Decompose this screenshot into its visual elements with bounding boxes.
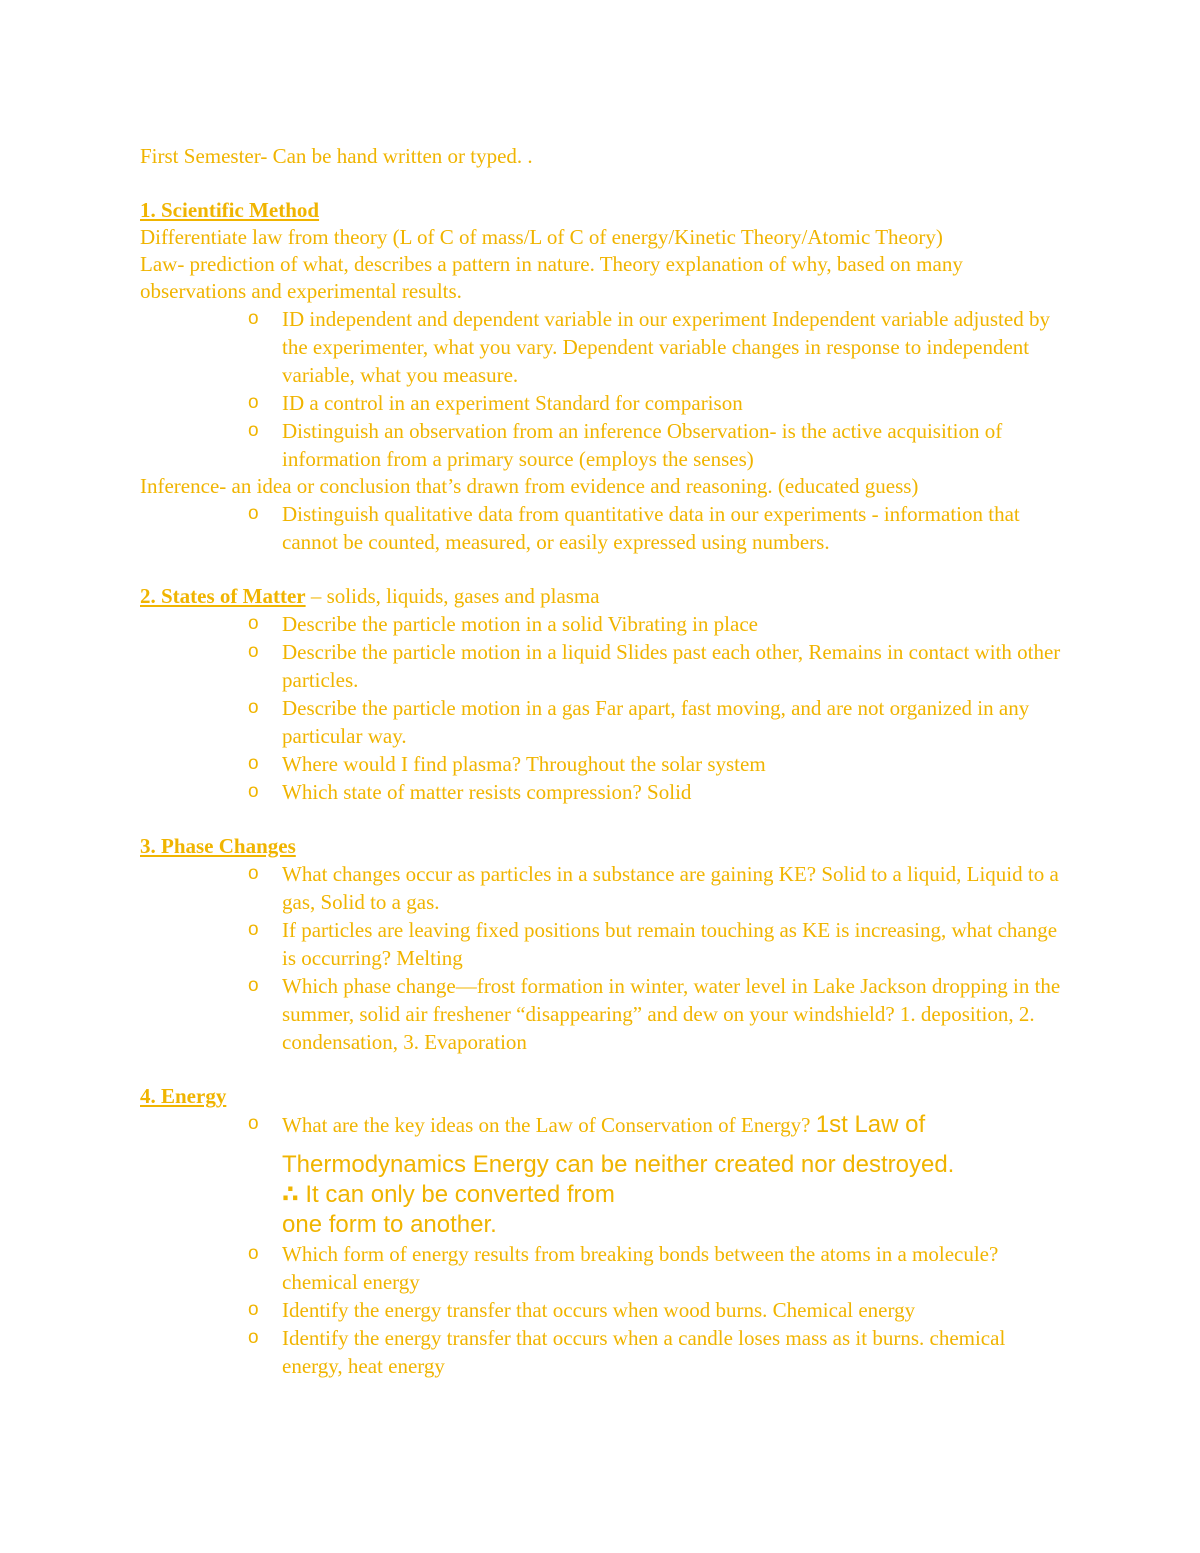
list-item xyxy=(140,1110,1070,1140)
section-heading-states-of-matter-line xyxy=(140,582,1070,610)
list-item-text: Describe the particle motion in a solid Vibrating in place xyxy=(282,612,758,636)
bullet-icon: o xyxy=(248,1327,259,1348)
paragraph-law-definition: Law- prediction of what, describes a pattern in nature. Theory explanation of why, based on many observations and experimental results. xyxy=(140,252,963,303)
bullet-list xyxy=(140,500,1070,556)
law-statement-line: one form to another. xyxy=(282,1211,497,1238)
bullet-icon: o xyxy=(248,503,259,524)
section-heading-states-of-matter: 2. States of Matter xyxy=(140,584,306,608)
law-statement-line: Thermodynamics Energy can be neither created nor destroyed. xyxy=(282,1151,955,1178)
list-item xyxy=(140,1324,1070,1380)
list-item xyxy=(140,972,1070,1056)
list-item xyxy=(140,1296,1070,1324)
bullet-icon: o xyxy=(248,1243,259,1264)
bullet-icon: o xyxy=(248,1113,259,1134)
paragraph-inference: Inference- an idea or conclusion that’s drawn from evidence and reasoning. (educated guess) xyxy=(140,474,919,498)
list-item xyxy=(140,750,1070,778)
bullet-list xyxy=(140,610,1070,806)
bullet-icon: o xyxy=(248,697,259,718)
list-item xyxy=(140,500,1070,556)
therefore-icon: ∴ xyxy=(282,1181,299,1208)
list-item-text: If particles are leaving fixed positions but remain touching as KE is increasing, what change is occurring? Melting xyxy=(282,918,1058,970)
law-statement-line xyxy=(140,1180,1070,1210)
list-item-text: Describe the particle motion in a gas Far apart, fast moving, and are not organized in any particular way. xyxy=(282,696,1030,748)
list-item-text: Identify the energy transfer that occurs when wood burns. Chemical energy xyxy=(282,1298,916,1322)
list-item-text: Describe the particle motion in a liquid Slides past each other, Remains in contact with other particles. xyxy=(282,640,1061,692)
bullet-icon: o xyxy=(248,919,259,940)
bullet-list xyxy=(140,860,1070,1056)
bullet-list xyxy=(140,1110,1070,1140)
bullet-icon: o xyxy=(248,641,259,662)
list-item xyxy=(140,638,1070,694)
list-item xyxy=(140,916,1070,972)
bullet-icon: o xyxy=(248,1299,259,1320)
section-heading-subtitle: – solids, liquids, gases and plasma xyxy=(305,584,600,608)
list-item-text: What are the key ideas on the Law of Conservation of Energy? xyxy=(282,1113,816,1137)
section-heading-phase-changes: 3. Phase Changes xyxy=(140,834,296,858)
document-page xyxy=(140,143,1070,1380)
law-statement-text: It can only be converted from xyxy=(298,1181,615,1208)
bullet-list xyxy=(140,305,1070,473)
list-item-text: ID independent and dependent variable in our experiment Independent variable adjusted by the experimenter, what you vary. Dependent variable changes in response to independent variable, what you measure. xyxy=(282,307,1050,387)
section-heading-energy: 4. Energy xyxy=(140,1084,227,1108)
list-item xyxy=(140,417,1070,473)
list-item-text: Identify the energy transfer that occurs when a candle loses mass as it burns. chemical energy, heat energy xyxy=(282,1326,1006,1378)
list-item-text: Which state of matter resists compression? Solid xyxy=(282,780,692,804)
law-title-start: 1st Law of xyxy=(815,1111,926,1138)
list-item xyxy=(140,1240,1070,1296)
list-item-text: ID a control in an experiment Standard for comparison xyxy=(282,391,743,415)
section-heading-scientific-method: 1. Scientific Method xyxy=(140,198,320,222)
list-item xyxy=(140,860,1070,916)
bullet-icon: o xyxy=(248,613,259,634)
list-item xyxy=(140,778,1070,806)
list-item-text: Where would I find plasma? Throughout the solar system xyxy=(282,752,766,776)
paragraph-law-theory: Differentiate law from theory (L of C of mass/L of C of energy/Kinetic Theory/Atomic Theory) xyxy=(140,225,943,249)
list-item-text: What changes occur as particles in a substance are gaining KE? Solid to a liquid, Liquid to a gas, Solid to a gas. xyxy=(282,862,1059,914)
bullet-list xyxy=(140,1240,1070,1380)
list-item-text: Distinguish an observation from an inference Observation- is the active acquisition of information from a primary source (employs the senses) xyxy=(282,419,1003,471)
list-item-text: Which phase change—frost formation in winter, water level in Lake Jackson dropping in the summer, solid air freshener “disappearing” and dew on your windshield? 1. deposition, 2. condensation, 3. Evaporation xyxy=(282,974,1061,1054)
intro-line: First Semester- Can be hand written or typed. . xyxy=(140,144,533,168)
bullet-icon: o xyxy=(248,975,259,996)
list-item xyxy=(140,305,1070,389)
list-item xyxy=(140,389,1070,417)
bullet-icon: o xyxy=(248,781,259,802)
bullet-icon: o xyxy=(248,863,259,884)
list-item xyxy=(140,610,1070,638)
list-item-text: Which form of energy results from breaking bonds between the atoms in a molecule? chemical energy xyxy=(282,1242,999,1294)
bullet-icon: o xyxy=(248,420,259,441)
bullet-icon: o xyxy=(248,392,259,413)
bullet-icon: o xyxy=(248,753,259,774)
list-item-text: Distinguish qualitative data from quantitative data in our experiments - information that cannot be counted, measured, or easily expressed using numbers. xyxy=(282,502,1020,554)
bullet-icon: o xyxy=(248,308,259,329)
list-item xyxy=(140,694,1070,750)
